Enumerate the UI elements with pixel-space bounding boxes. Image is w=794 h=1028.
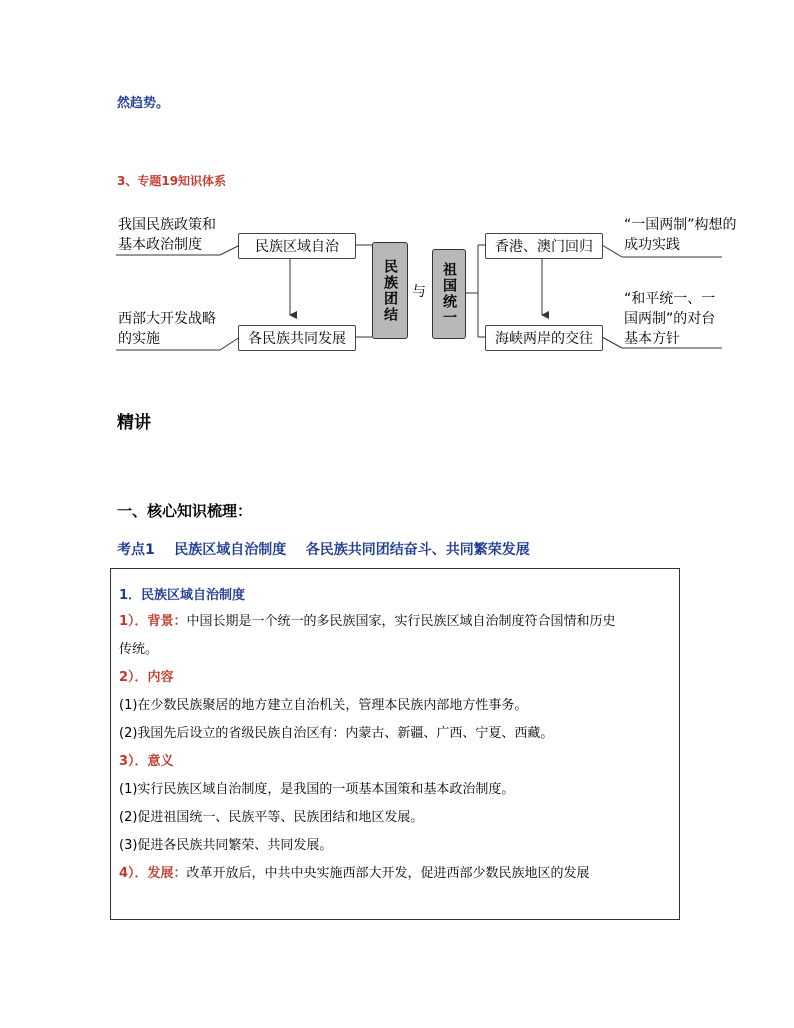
right-bottom-note-line3: 基本方针 — [624, 331, 680, 347]
right-bottom-note — [624, 289, 715, 349]
left-top-note-line2: 基本政治制度 — [118, 237, 202, 253]
background-label: 1）．背景： — [119, 614, 187, 629]
connector-and: 与 — [412, 284, 426, 300]
left-bottom-note-line1: 西部大开发战略 — [118, 311, 216, 327]
content-title: 1．民族区域自治制度 — [119, 588, 246, 603]
right-top-note-line1: “一国两制”构想的 — [624, 217, 737, 233]
right-bottom-note-line1: “和平统一、一 — [624, 291, 716, 307]
right-bottom-note-line2: 国两制”的对台 — [624, 311, 716, 327]
core-knowledge-heading: 一、核心知识梳理： — [117, 502, 253, 520]
background-text2: 传统。 — [119, 642, 159, 657]
meaning-label: 3）．意义 — [119, 754, 174, 769]
left-bottom-note — [118, 309, 216, 349]
box-ethnic-unity: 民族团结 — [372, 242, 408, 339]
right-top-note — [624, 215, 737, 255]
jingjiang-heading: 精讲 — [117, 413, 151, 433]
background-line1 — [119, 613, 616, 631]
left-bottom-note-line2: 的实施 — [118, 331, 160, 347]
content-item1: (1)在少数民族聚居的地方建立自治机关，管理本民族内部地方性事务。 — [119, 698, 528, 713]
meaning-item1: (1)实行民族区域自治制度，是我国的一项基本国策和基本政治制度。 — [119, 782, 515, 797]
knowledge-diagram — [110, 205, 770, 365]
kaodian-heading: 考点1 民族区域自治制度 各民族共同团结奋斗、共同繁荣发展 — [117, 542, 530, 558]
content-item2: (2)我国先后设立的省级民族自治区有：内蒙古、新疆、广西、宁夏、西藏。 — [119, 726, 554, 741]
intro-tail-text: 然趋势。 — [117, 96, 170, 111]
background-text1: 中国长期是一个统一的多民族国家，实行民族区域自治制度符合国情和历史 — [186, 614, 616, 629]
right-top-note-line2: 成功实践 — [624, 237, 680, 253]
box-regional-autonomy: 民族区域自治 — [238, 233, 356, 259]
section3-heading: 3、专题19知识体系 — [117, 174, 227, 188]
left-top-note — [118, 215, 216, 255]
development-text: 改革开放后，中共中央实施西部大开发，促进西部少数民族地区的发展 — [186, 866, 590, 881]
box-cross-strait-exchange: 海峡两岸的交往 — [485, 325, 603, 351]
development-line — [119, 865, 590, 883]
content-box — [110, 568, 680, 920]
meaning-item3: (3)促进各民族共同繁荣、共同发展。 — [119, 838, 333, 853]
box-hk-macao-return: 香港、澳门回归 — [485, 233, 603, 259]
box-reunification: 祖国统一 — [432, 249, 466, 339]
box-common-development: 各民族共同发展 — [238, 325, 356, 351]
development-label: 4）．发展： — [119, 866, 187, 881]
meaning-item2: (2)促进祖国统一、民族平等、民族团结和地区发展。 — [119, 810, 424, 825]
left-top-note-line1: 我国民族政策和 — [118, 217, 216, 233]
content-label: 2）．内容 — [119, 670, 174, 685]
